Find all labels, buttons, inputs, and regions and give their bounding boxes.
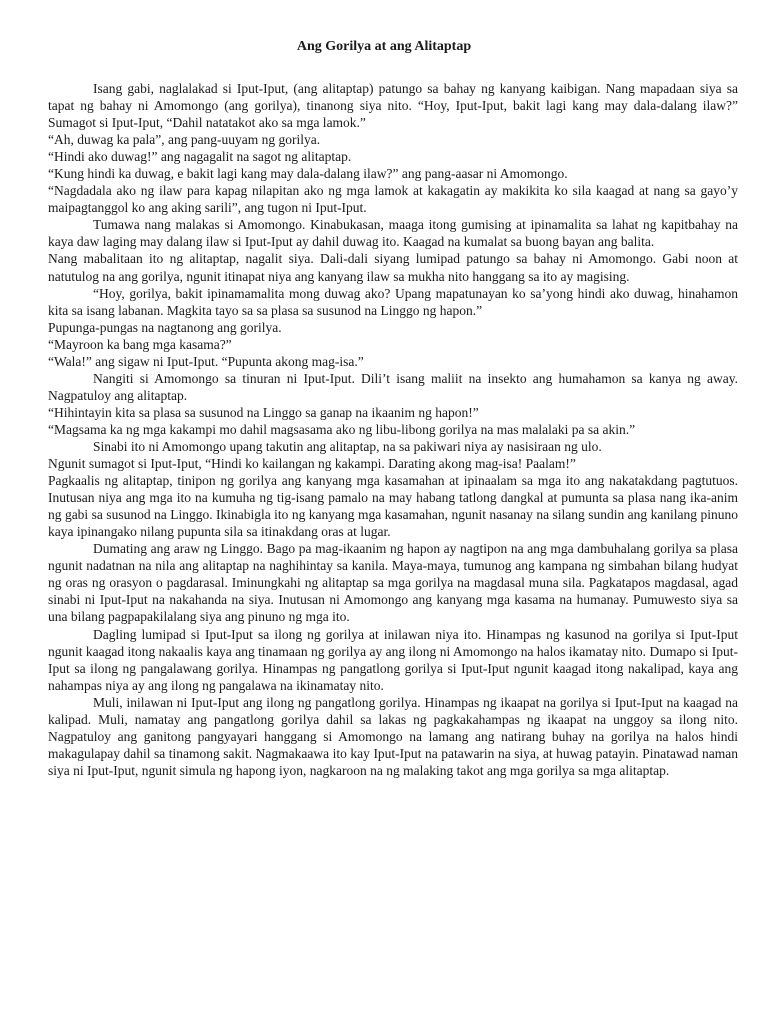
story-paragraph: “Hoy, gorilya, bakit ipinamamalita mong duwag ako? Upang mapatunayan ko sa’yong hindi ako duwag, hinahamon kita sa isang labanan. Magkita tayo sa sa plasa sa susunod na Linggo ng hapon.” <box>48 285 738 318</box>
story-title: Ang Gorilya at ang Alitaptap <box>296 39 472 54</box>
story-paragraph: “Mayroon ka bang mga kasama?” <box>48 336 232 352</box>
story-paragraph: “Hihintayin kita sa plasa sa susunod na Linggo sa ganap na ikaanim ng hapon!” <box>48 404 479 420</box>
story-body <box>48 80 738 779</box>
story-paragraph: Sinabi ito ni Amomongo upang takutin ang alitaptap, na sa pakiwari niya ay nasisiraan ng ulo. <box>93 438 602 454</box>
story-paragraph: “Ah, duwag ka pala”, ang pang-uuyam ng gorilya. <box>48 132 321 148</box>
story-paragraph: “Wala!” ang sigaw ni Iput-Iput. “Pupunta akong mag-isa.” <box>48 353 364 369</box>
story-paragraph: Nangiti si Amomongo sa tinuran ni Iput-Iput. Dili’t isang maliit na insekto ang humahamon sa kanya ng away. Nagpatuloy ang alitaptap. <box>48 370 738 403</box>
story-paragraph: Tumawa nang malakas si Amomongo. Kinabukasan, maaga itong gumising at ipinamalita sa lahat ng kapitbahay na kaya daw laging may dalang ilaw si Iput-Iput ay dahil duwag ito. Kaagad na kumalat sa buong bayan ang balita. <box>48 217 738 250</box>
story-paragraph: Pupunga-pungas na nagtanong ang gorilya. <box>48 319 282 335</box>
story-paragraph: Pagkaalis ng alitaptap, tinipon ng gorilya ang kanyang mga kasamahan at ipinaalam sa mga ito ang nakatakdang pagtutuos. Inutusan niya ang mga ito na kumuha ng tig-isang pamalo na may habang tatlong dangkal at pumunta sa plasa nang ika-anim ng gabi sa susunod na Linggo. Ikinabigla ito ng kanyang mga kasamahan, ngunit nasanay na silang sundin ang kanilang pinuno kaya ipinangako nilang pupunta sila sa itinakdang oras at lugar. <box>48 473 738 540</box>
story-paragraph: Ngunit sumagot si Iput-Iput, “Hindi ko kailangan ng kakampi. Darating akong mag-isa! Paalam!” <box>48 456 576 472</box>
story-paragraph: “Magsama ka ng mga kakampi mo dahil magsasama ako ng libu-libong gorilya na mas malalaki pa sa akin.” <box>48 421 636 437</box>
story-paragraph: “Nagdadala ako ng ilaw para kapag nilapitan ako ng mga lamok at kakagatin ay makikita ko sila kaagad at nang sa gayo’y maipagtanggol ko ang aking sarili”, ang tugon ni Iput-Iput. <box>48 183 738 216</box>
story-paragraph: “Kung hindi ka duwag, e bakit lagi kang may dala-dalang ilaw?” ang pang-aasar ni Amomongo. <box>48 166 568 182</box>
story-paragraph: “Hindi ako duwag!” ang nagagalit na sagot ng alitaptap. <box>48 149 352 165</box>
story-paragraph: Dagling lumipad si Iput-Iput sa ilong ng gorilya at inilawan niya ito. Hinampas ng kasunod na gorilya si Iput-Iput ngunit kaagad itong nakaalis kaya ang tinamaan ng gorilya ay ang ilong ni Amomongo na halos ikamatay nito. Dumapo si Iput-Iput sa ilong ng pangalawang gorilya. Hinampas ng pangatlong gorilya si Iput-Iput ngunit kaagad itong nakalipad, kaya ang nahampas niya ay ang ilong ng pangalawa na ikinamatay nito. <box>48 626 738 693</box>
story-paragraph: Muli, inilawan ni Iput-Iput ang ilong ng pangatlong gorilya. Hinampas ng ikaapat na gorilya si Iput-Iput na kaagad na kalipad. Muli, namatay ang pangatlong gorilya dahil sa lakas ng pagkakahampas ng ikaapat na unggoy sa ilong nito. Nagpatuloy ang ganitong pangyayari hanggang si Amomongo na lamang ang natirang buhay na gorilya na halos hindi makagulapay dahil sa tinamong sakit. Nagmakaawa ito kay Iput-Iput na patawarin na siya, at huwag patayin. Pinatawad naman siya ni Iput-Iput, ngunit simula ng hapong iyon, nagkaroon na ng malaking takot ang mga gorilya sa mga alitaptap. <box>48 694 738 778</box>
story-paragraph: Isang gabi, naglalakad si Iput-Iput, (ang alitaptap) patungo sa bahay ng kanyang kaibigan. Nang mapadaan siya sa tapat ng bahay ni Amomongo (ang gorilya), tinanong siya nito. “Hoy, Iput-Iput, bakit lagi kang may dala-dalang ilaw?” Sumagot si Iput-Iput, “Dahil natatakot ako sa mga lamok.” <box>48 81 738 131</box>
story-paragraph: Nang mabalitaan ito ng alitaptap, nagalit siya. Dali-dali siyang lumipad patungo sa bahay ni Amomongo. Gabi noon at natutulog na ang gorilya, ngunit itinapat niya ang kanyang ilaw sa mukha nito hanggang sa ito ay magising. <box>48 251 738 284</box>
story-paragraph: Dumating ang araw ng Linggo. Bago pa mag-ikaanim ng hapon ay nagtipon na ang mga dambuhalang gorilya sa plasa ngunit nadatnan na nila ang alitaptap na naghihintay sa kanila. Maya-maya, tumunog ang kampana ng simbahan bilang hudyat ng oras ng orasyon o pagdarasal. Iminungkahi ng alitaptap sa mga gorilya na magdasal muna sila. Pagkatapos magdasal, agad sinabi ni Iput-Iput na nakahanda na siya. Inutusan ni Amomongo ang kanyang mga kasama na humanay. Pumuwesto siya sa una bilang pagpapakilalang siya ang pinuno ng mga ito. <box>48 541 738 625</box>
